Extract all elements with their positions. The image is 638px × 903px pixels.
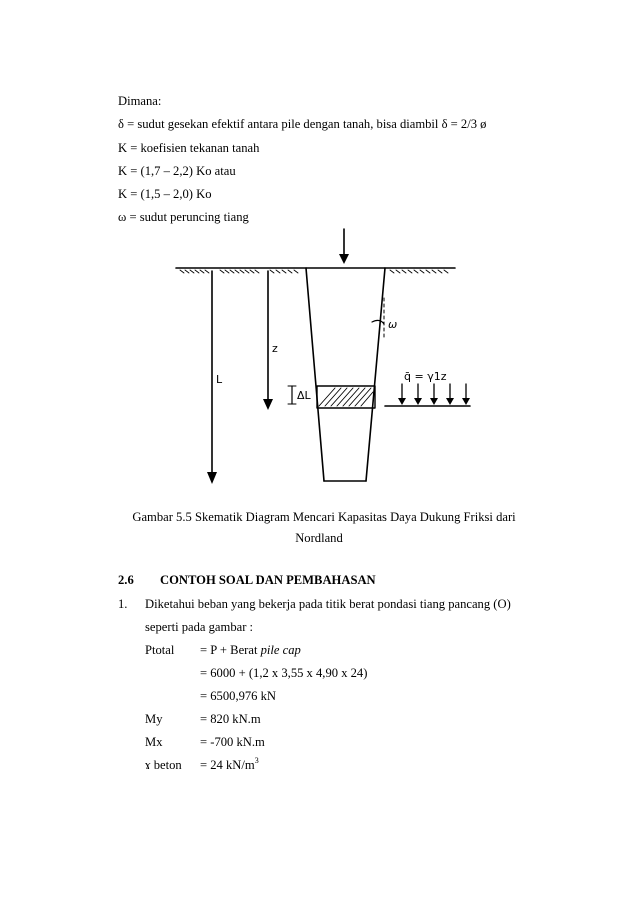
pile-element-hatch xyxy=(319,388,373,406)
gamma-unit-exponent: 3 xyxy=(254,756,259,765)
depth-z-arrow xyxy=(263,399,273,410)
item-text-line-1: Diketahui beban yang bekerja pada titik berat pondasi tiang pancang (O) xyxy=(145,597,511,611)
ptotal-equation-prefix: = P + Berat xyxy=(200,643,261,657)
definition-omega: ω = sudut peruncing tiang xyxy=(118,210,249,224)
gamma-value xyxy=(200,757,259,773)
item-number: 1. xyxy=(118,597,128,611)
mx-label: Mx xyxy=(145,735,163,749)
section-number: 2.6 xyxy=(118,573,134,587)
definition-delta: δ = sudut gesekan efektif antara pile dengan tanah, bisa diambil δ = 2/3 ø xyxy=(118,117,487,131)
pile-left-edge xyxy=(306,268,324,481)
ptotal-label: Ptotal xyxy=(145,643,175,657)
label-z: z xyxy=(272,342,278,355)
pile-right-edge xyxy=(366,268,385,481)
my-value: = 820 kN.m xyxy=(200,712,261,726)
ptotal-calculation: = 6000 + (1,2 x 3,55 x 4,90 x 24) xyxy=(200,666,368,680)
omega-arc xyxy=(372,320,384,324)
figure-caption-line-2: Nordland xyxy=(295,531,343,545)
overburden-arrows xyxy=(398,384,470,405)
mx-value: = -700 kN.m xyxy=(200,735,265,749)
my-label: My xyxy=(145,712,163,726)
definitions-heading: Dimana: xyxy=(118,94,162,108)
label-omega: ω xyxy=(388,318,398,331)
length-L-arrow xyxy=(207,472,217,484)
load-arrow-head xyxy=(339,254,349,264)
ground-hatching xyxy=(180,270,448,273)
section-title: CONTOH SOAL DAN PEMBAHASAN xyxy=(160,573,376,587)
label-delta-L: ΔL xyxy=(297,389,311,402)
item-text-line-2: seperti pada gambar : xyxy=(145,620,254,634)
ptotal-equation-pile-cap: pile cap xyxy=(260,643,301,657)
gamma-value-text: = 24 kN/m xyxy=(200,758,255,772)
gamma-label: ɤ beton xyxy=(145,758,182,772)
label-L: L xyxy=(216,373,223,386)
ptotal-result: = 6500,976 kN xyxy=(200,689,277,703)
definition-k: K = koefisien tekanan tanah xyxy=(118,141,260,155)
definition-k-range-1: K = (1,7 – 2,2) Ko atau xyxy=(118,164,236,178)
definition-k-range-2: K = (1,5 – 2,0) Ko xyxy=(118,187,212,201)
figure-caption-line-1: Gambar 5.5 Skematik Diagram Mencari Kapasitas Daya Dukung Friksi dari xyxy=(132,510,516,524)
label-q: q̄ = γ1z xyxy=(404,370,447,383)
ptotal-equation xyxy=(200,642,301,658)
